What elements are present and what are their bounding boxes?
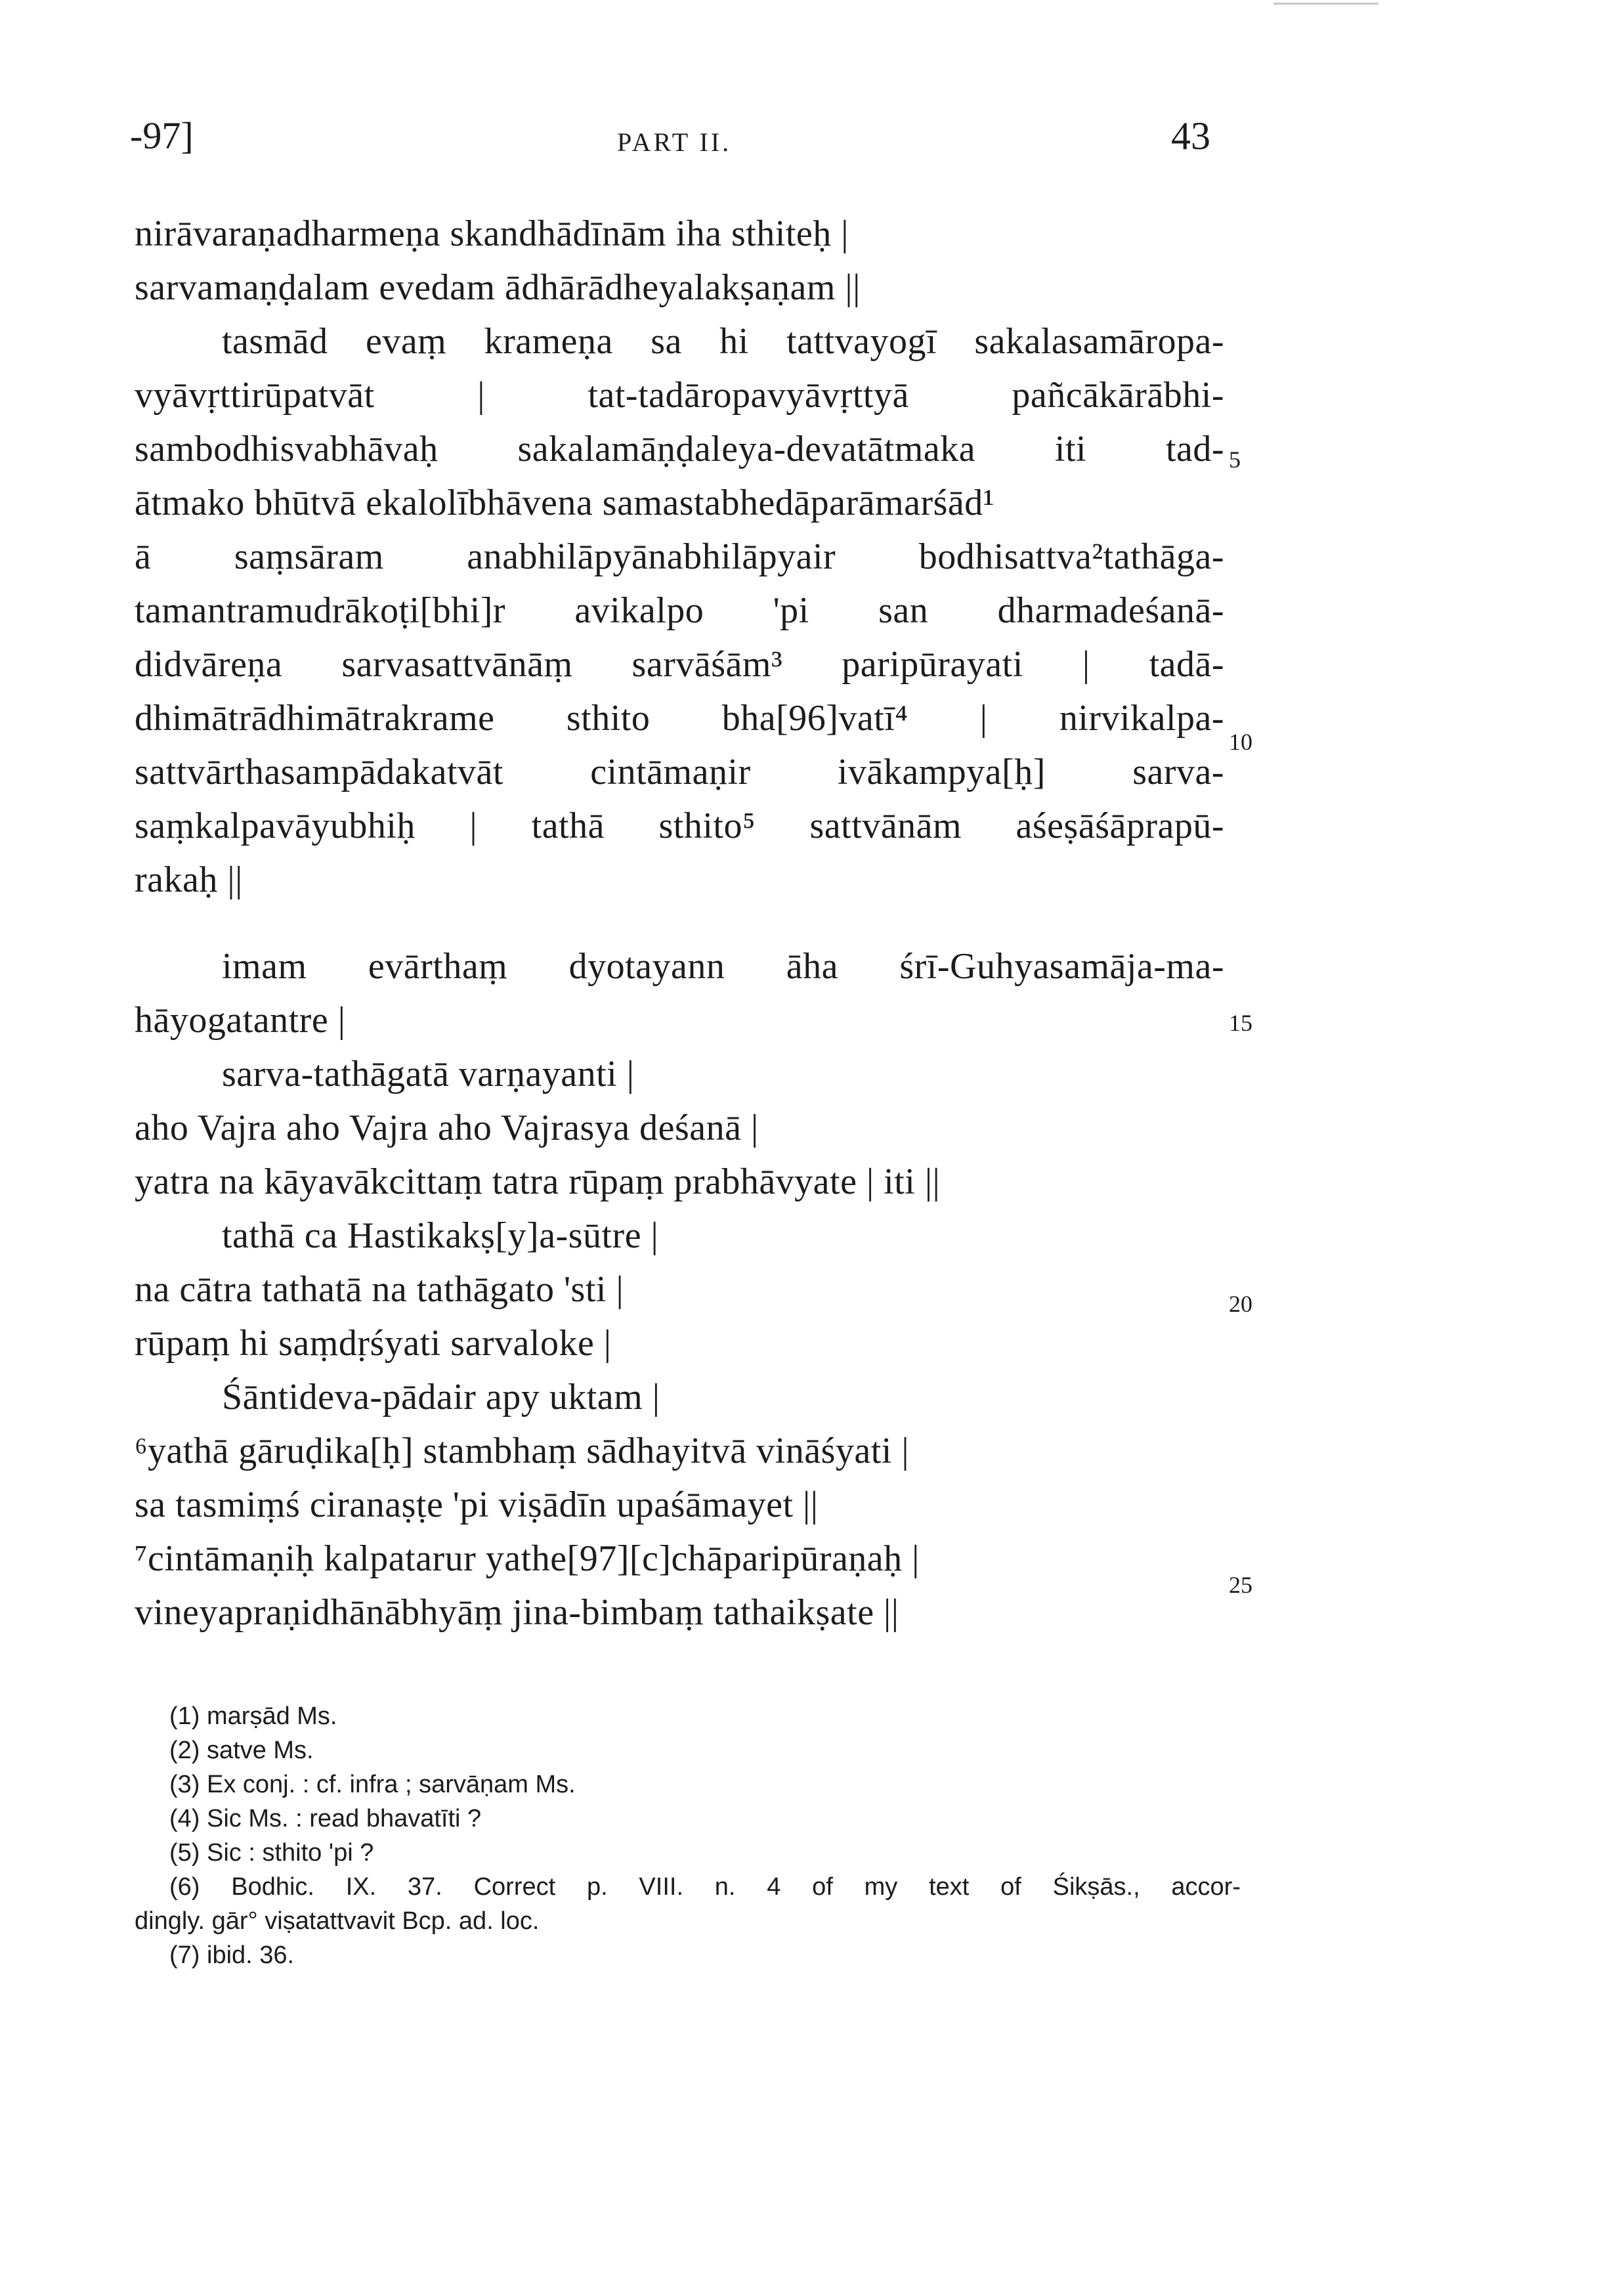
text-line: rakaḥ || [135,859,243,900]
text-line: nirāvaraṇadharmeṇa skandhādīnām iha sthiteḥ | [135,213,849,254]
text-line: sattvārthasampādakatvāt cintāmaṇir ivākampya[ḥ] sarva- [135,752,1224,792]
footnote-continuation: dingly. gār° viṣatattvavit Bcp. ad. loc. [135,1907,540,1935]
line-number: 10 [1229,729,1252,755]
section-range-marker: -97] [130,114,194,157]
line-number: 15 [1229,1010,1252,1036]
footnote: (2) satve Ms. [169,1737,314,1764]
text-line: tasmād evaṃ krameṇa sa hi tattvayogī sakalasamāropa- [222,321,1224,362]
text-line: ātmako bhūtvā ekalolībhāvena samastabhedāparāmarśād¹ [135,483,995,523]
line-number: 25 [1229,1572,1252,1598]
footnote: (1) marṣād Ms. [169,1702,337,1730]
verse-line: aho Vajra aho Vajra aho Vajrasya deśanā | [135,1108,759,1148]
scan-edge-mark [1273,3,1378,5]
text-line: vyāvṛttirūpatvāt | tat-tadāropavyāvṛttyā pañcākārābhi- [135,375,1224,416]
verse-line: rūpaṃ hi saṃdṛśyati sarvaloke | [135,1323,612,1364]
line-number: 20 [1229,1291,1252,1317]
text-line: saṃkalpavāyubhiḥ | tathā sthito⁵ sattvānām aśeṣāśāprapū- [135,806,1224,846]
footnote: (4) Sic Ms. : read bhavatīti ? [169,1805,482,1832]
running-header: PART II. [617,127,732,157]
line-number: 5 [1229,446,1241,473]
verse-line: vineyapraṇidhānābhyāṃ jina-bimbaṃ tathaikṣate || [135,1592,899,1633]
verse-line: sarva-tathāgatā varṇayanti | [222,1054,635,1094]
text-line: dhimātrādhimātrakrame sthito bha[96]vatī⁴ | nirvikalpa- [135,698,1224,739]
text-line: sambodhisvabhāvaḥ sakalamāṇḍaleya-devatātmaka iti tad- [135,429,1224,469]
verse-line: ⁷cintāmaṇiḥ kalpatarur yathe[97][c]chāparipūraṇaḥ | [135,1538,920,1579]
text-line: ā saṃsāram anabhilāpyānabhilāpyair bodhisattva²tathāga- [135,536,1224,577]
page-number: 43 [1171,114,1210,158]
footnote: (5) Sic : sthito 'pi ? [169,1839,374,1867]
footnote: (6) Bodhic. IX. 37. Correct p. VIII. n. 4 of my text of Śikṣās., accor- [169,1873,1241,1901]
verse-line: ⁶yathā gāruḍika[ḥ] stambhaṃ sādhayitvā vināśyati | [135,1431,910,1471]
footnote: (3) Ex conj. : cf. infra ; sarvāṇam Ms. [169,1771,576,1798]
footnote: (7) ibid. 36. [169,1941,295,1969]
text-line: hāyogatantre | [135,1000,346,1041]
text-line: tathā ca Hastikakṣ[y]a-sūtre | [222,1215,659,1256]
text-line: sarvamaṇḍalam evedam ādhārādheyalakṣaṇam || [135,267,861,308]
verse-line: na cātra tathatā na tathāgato 'sti | [135,1269,624,1310]
text-line: didvāreṇa sarvasattvānāṃ sarvāśām³ paripūrayati | tadā- [135,644,1224,685]
text-line: tamantramudrākoṭi[bhi]r avikalpo 'pi san dharmadeśanā- [135,590,1224,631]
verse-line: yatra na kāyavākcittaṃ tatra rūpaṃ prabhāvyate | iti || [135,1161,941,1202]
text-line: Śāntideva-pādair apy uktam | [222,1377,660,1418]
text-line: imam evārthaṃ dyotayann āha śrī-Guhyasamāja-ma- [222,946,1224,987]
verse-line: sa tasmiṃś ciranaṣṭe 'pi viṣādīn upaśāmayet || [135,1484,819,1525]
